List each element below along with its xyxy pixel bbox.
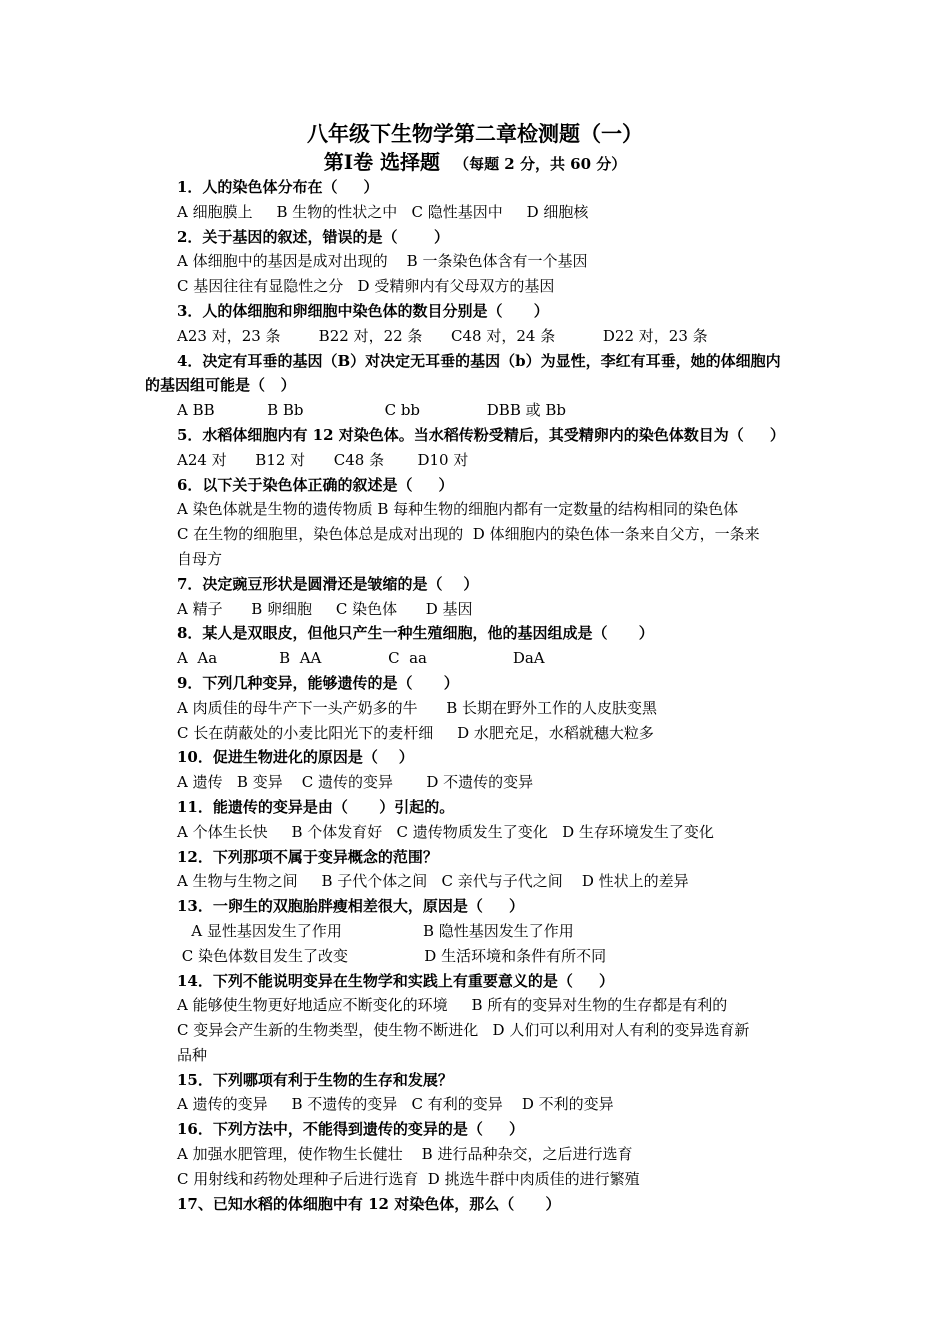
answer-options: 自母方 (177, 549, 223, 568)
question-stem: 13．一卵生的双胞胎胖瘦相差很大，原因是（ ） (177, 897, 524, 916)
answer-options: A23 对，23 条 B22 对，22 条 C48 对，24 条 D22 对，23 条 (177, 326, 708, 345)
question-stem: 11．能遗传的变异是由（ ）引起的。 (177, 797, 455, 816)
question-stem-continuation: 的基因组可能是（ ） (145, 376, 296, 395)
answer-options: A 体细胞中的基因是成对出现的 B 一条染色体含有一个基因 (177, 252, 588, 271)
question-stem: 12．下列那项不属于变异概念的范围？ (177, 847, 438, 866)
question-stem: 4．决定有耳垂的基因（B）对决定无耳垂的基因（b）为显性，李红有耳垂，她的体细胞内 (177, 351, 781, 370)
answer-options: A 遗传 B 变异 C 遗传的变异 D 不遗传的变异 (177, 773, 534, 792)
answer-options: A Aa B AA C aa DaA (177, 649, 545, 668)
answer-options: A 显性基因发生了作用 B 隐性基因发生了作用 (177, 921, 574, 940)
section-heading (0, 148, 950, 178)
section-title: 第Ⅰ卷 选择题 (323, 150, 441, 174)
question-stem: 3．人的体细胞和卵细胞中染色体的数目分别是（ ） (177, 301, 549, 320)
question-stem: 2．关于基因的叙述，错误的是（ ） (177, 227, 449, 246)
answer-options: C 染色体数目发生了改变 D 生活环境和条件有所不同 (177, 946, 607, 965)
question-stem: 5．水稻体细胞内有 12 对染色体。当水稻传粉受精后，其受精卵内的染色体数目为（ ） (177, 425, 785, 444)
answer-options: C 在生物的细胞里，染色体总是成对出现的 D 体细胞内的染色体一条来自父方，一条来 (177, 525, 760, 544)
question-stem: 9．下列几种变异，能够遗传的是（ ） (177, 673, 459, 692)
answer-options: A 细胞膜上 B 生物的性状之中 C 隐性基因中 D 细胞核 (177, 202, 589, 221)
answer-options: A 精子 B 卵细胞 C 染色体 D 基因 (177, 599, 473, 618)
answer-options: A 生物与生物之间 B 子代个体之间 C 亲代与子代之间 D 性状上的差异 (177, 872, 689, 891)
answer-options: A 个体生长快 B 个体发育好 C 遗传物质发生了变化 D 生存环境发生了变化 (177, 822, 714, 841)
answer-options: A24 对 B12 对 C48 条 D10 对 (177, 450, 469, 469)
answer-options: C 变异会产生新的生物类型，使生物不断进化 D 人们可以利用对人有利的变异选育新 (177, 1021, 750, 1040)
answer-options: 品种 (177, 1045, 208, 1064)
answer-options: C 长在荫蔽处的小麦比阳光下的麦杆细 D 水肥充足，水稻就穗大粒多 (177, 723, 654, 742)
question-stem: 7．决定豌豆形状是圆滑还是皱缩的是（ ） (177, 574, 479, 593)
answer-options: C 用射线和药物处理种子后进行选育 D 挑选牛群中肉质佳的进行繁殖 (177, 1169, 640, 1188)
question-stem: 6．以下关于染色体正确的叙述是（ ） (177, 475, 454, 494)
answer-options: C 基因往往有显隐性之分 D 受精卵内有父母双方的基因 (177, 277, 555, 296)
question-stem: 16．下列方法中，不能得到遗传的变异的是（ ） (177, 1120, 524, 1139)
section-scoring-note: （每题 2 分，共 60 分） (454, 155, 627, 173)
answer-options: A 肉质佳的母牛产下一头产奶多的牛 B 长期在野外工作的人皮肤变黑 (177, 698, 658, 717)
question-stem: 8．某人是双眼皮，但他只产生一种生殖细胞，他的基因组成是（ ） (177, 624, 654, 643)
answer-options: A BB B Bb C bb DBB 或 Bb (177, 401, 567, 420)
question-stem: 14．下列不能说明变异在生物学和实践上有重要意义的是（ ） (177, 971, 614, 990)
page-title: 八年级下生物学第二章检测题（一） (307, 121, 643, 146)
question-list (145, 175, 810, 1216)
answer-options: A 遗传的变异 B 不遗传的变异 C 有利的变异 D 不利的变异 (177, 1095, 614, 1114)
question-stem: 10．促进生物进化的原因是（ ） (177, 748, 414, 767)
answer-options: A 染色体就是生物的遗传物质 B 每种生物的细胞内都有一定数量的结构相同的染色体 (177, 500, 739, 519)
question-stem: 17、已知水稻的体细胞中有 12 对染色体，那么（ ） (177, 1194, 561, 1213)
question-stem: 15．下列哪项有利于生物的生存和发展？ (177, 1070, 453, 1089)
answer-options: A 能够使生物更好地适应不断变化的环境 B 所有的变异对生物的生存都是有利的 (177, 996, 728, 1015)
question-stem: 1．人的染色体分布在（ ） (177, 178, 379, 196)
answer-options: A 加强水肥管理，使作物生长健壮 B 进行品种杂交，之后进行选育 (177, 1145, 633, 1164)
